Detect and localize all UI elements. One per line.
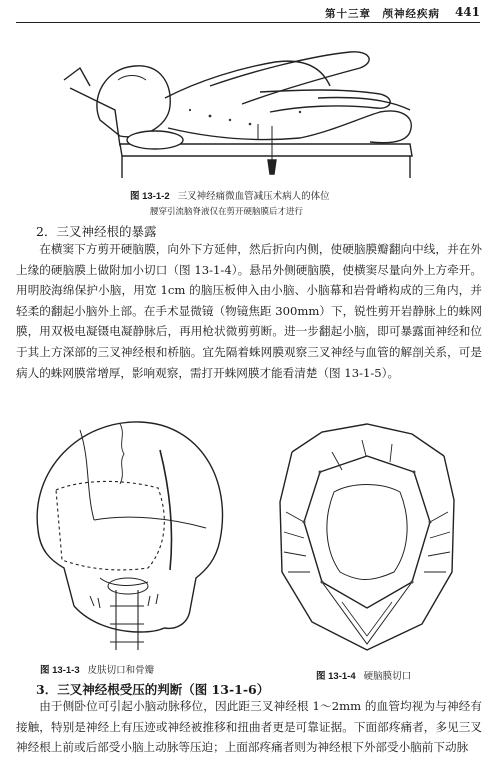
patient-position-illustration [60, 28, 430, 186]
running-header [0, 0, 496, 26]
figure-number: 图 13-1-2 [130, 191, 170, 202]
skull-illustration [20, 410, 240, 660]
figure-subnote: 腰穿引流脑脊液仅在剪开硬脑膜后才进行 [150, 207, 304, 217]
figure-caption-13-1-4 [316, 668, 411, 682]
figure-caption-13-1-2 [130, 188, 330, 202]
section-2-paragraph: 在横窦下方剪开硬脑膜，向外下方延伸，然后折向内侧，使硬脑膜瓣翻向中线，并在外上缘的硬脑膜上做附加小切口（图 13-1-4）。悬吊外侧硬脑膜，使横窦尽量向外上方牵开。用明胶海绵保护小脑，用宽 1cm 的脑压板伸入由小脑、小脑幕和岩骨嵴构成的三角内，并轻柔的翻起小脑外上部。在手术显微镜（物镜焦距 300mm）下，锐性剪开岩静脉上的蛛网膜，用双极电凝镊电凝静脉后，再用枪状微剪剪断。进一步翻起小脑，即可暴露面神经和位于其上方深部的三叉神经根和桥脑。宜先隔着蛛网膜观察三叉神经与血管的解剖关系，可是病人的蛛网膜常增厚，影响观察，需打开蛛网膜才能看清楚（图 13-1-5）。 [16, 242, 482, 380]
section-heading-3: 3．三叉神经根受压的判断（图 13-1-6） [36, 682, 270, 697]
figure-caption-text: 三叉神经痛微血管减压术病人的体位 [177, 191, 330, 202]
page-number: 441 [454, 5, 480, 19]
section-heading-2: 2．三叉神经根的暴露 [36, 224, 157, 239]
chapter-title: 第十三章 颅神经疾病 [325, 8, 440, 20]
dura-illustration [262, 412, 472, 662]
figure-skull-incision [20, 410, 240, 660]
section-3-paragraph: 由于侧卧位可引起小脑动脉移位，因此距三叉神经根 1～2mm 的血管均视为与神经有接触，特别是神经上有压迹或神经被推移和扭曲者更是可靠证据。下面部疼痛者，多见三叉神经根上前或后部受小脑上动脉等压迫；上面部疼痛者则为神经根下外部受小脑前下动脉 [16, 699, 482, 755]
figure-patient-position [60, 28, 430, 186]
figure-number: 图 13-1-3 [40, 665, 80, 676]
figure-number: 图 13-1-4 [316, 671, 356, 682]
figure-caption-13-1-3 [40, 662, 154, 676]
header-rule [16, 22, 480, 23]
figure-caption-text: 硬脑膜切口 [363, 671, 412, 682]
figure-dural-incision [262, 412, 472, 662]
figure-caption-text: 皮肤切口和骨瓣 [87, 665, 155, 676]
